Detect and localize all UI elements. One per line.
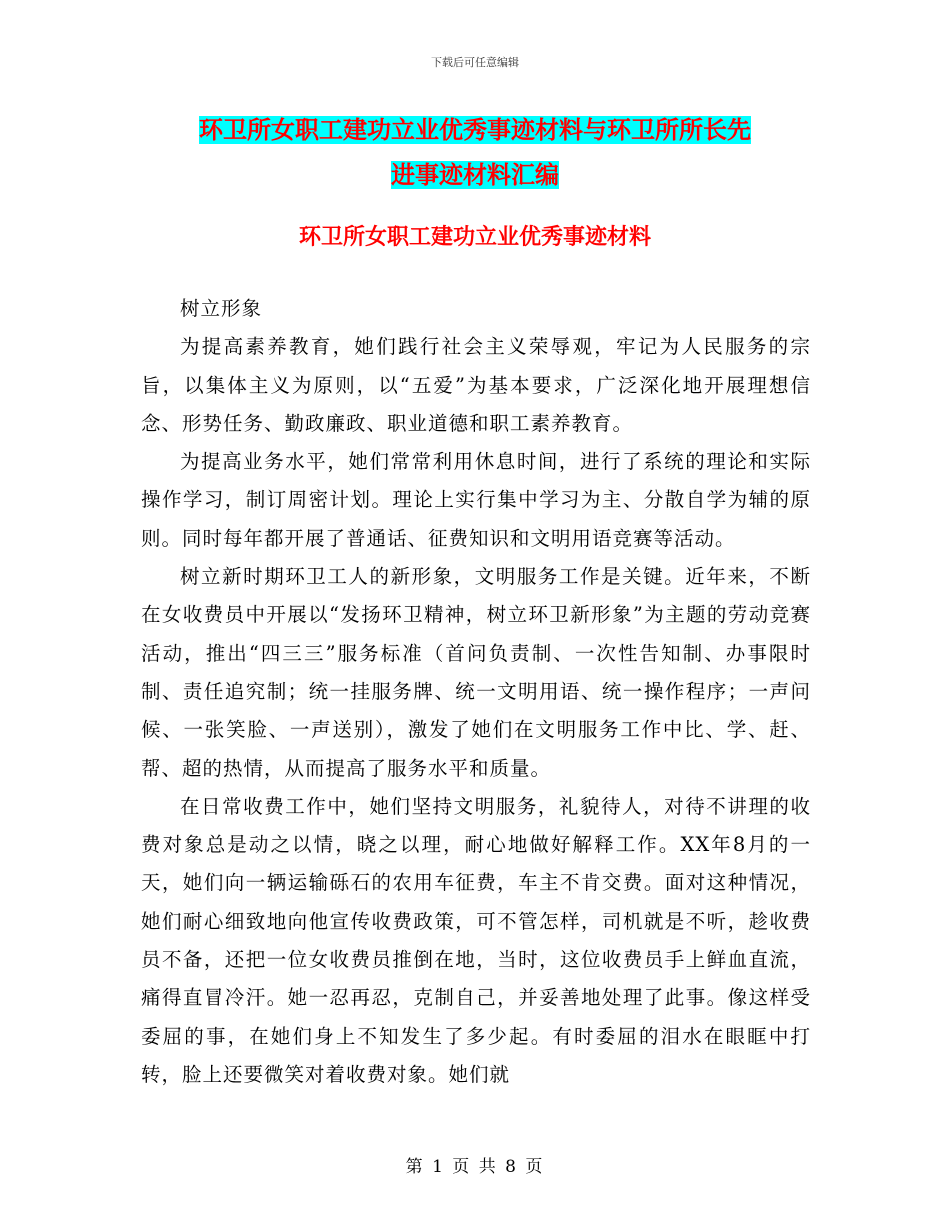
- paragraph-heading: 树立形象: [180, 297, 263, 320]
- main-title-line-1: [140, 105, 810, 155]
- page-number-footer: 第 1 页 共 8 页: [405, 1157, 545, 1177]
- paragraph: 在日常收费工作中，她们坚持文明服务，礼貌待人，对待不讲理的收费对象总是动之以情，晓之以理，耐心地做好解释工作。XX年8月的一天，她们向一辆运输砾石的农用车征费，车主不肯交费。面对这种情况，她们耐心细致地向他宣传收费政策，可不管怎样，司机就是不听，趁收费员不备，还把一位女收费员推倒在地，当时，这位收费员手上鲜血直流，痛得直冒冷汗。她一忍再忍，克制自己，并妥善地处理了此事。像这样受委屈的事，在她们身上不知发生了多少起。有时委屈的泪水在眼眶中打转，脸上还要微笑对着收费对象。她们就: [141, 794, 811, 1086]
- header-note: 下载后可任意编辑: [431, 56, 519, 69]
- section-title: 环卫所女职工建功立业优秀事迹材料: [298, 225, 651, 250]
- paragraph: 为提高素养教育，她们践行社会主义荣辱观，牢记为人民服务的宗旨，以集体主义为原则，以“五爱”为基本要求，广泛深化地开展理想信念、形势任务、勤政廉政、职业道德和职工素养教育。: [141, 335, 811, 435]
- paragraph: 树立新时期环卫工人的新形象，文明服务工作是关键。近年来，不断在女收费员中开展以“发扬环卫精神，树立环卫新形象”为主题的劳动竞赛活动，推出“四三三”服务标准（首问负责制、一次性告知制、办事限时制、责任追究制；统一挂服务牌、统一文明用语、统一操作程序；一声问候、一张笑脸、一声送别），激发了她们在文明服务工作中比、学、赶、帮、超的热情，从而提高了服务水平和质量。: [141, 565, 811, 780]
- main-title-line-2-text: 进事迹材料汇编: [391, 161, 559, 189]
- main-title-line-1-text: 环卫所女职工建功立业优秀事迹材料与环卫所所长先: [199, 116, 751, 144]
- main-title-line-2: [140, 150, 810, 200]
- body-text: [141, 290, 811, 1094]
- paragraph: 为提高业务水平，她们常常利用休息时间，进行了系统的理论和实际操作学习，制订周密计划。理论上实行集中学习为主、分散自学为辅的原则。同时每年都开展了普通话、征费知识和文明用语竞赛等活动。: [141, 450, 811, 550]
